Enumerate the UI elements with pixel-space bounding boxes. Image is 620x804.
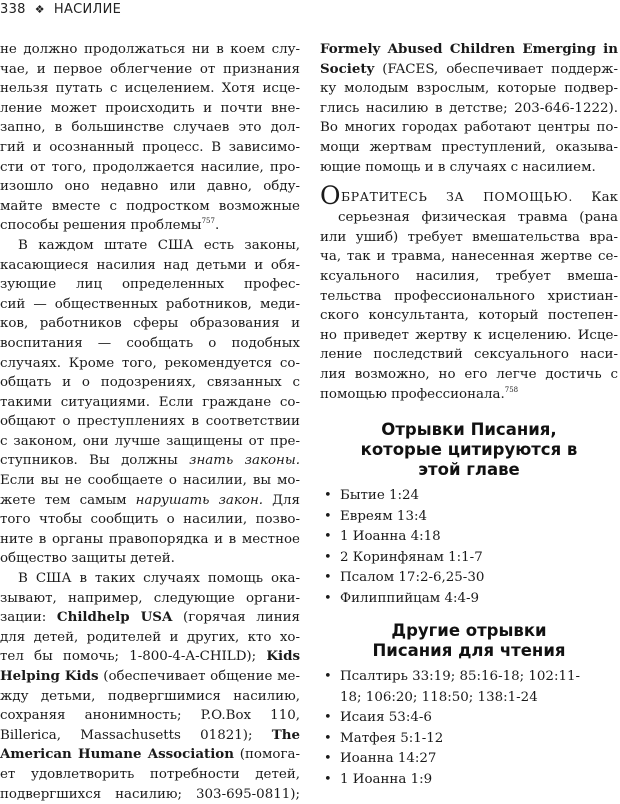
text-line: Billerica, Massachusetts 01821); The: [0, 726, 300, 743]
bullet-icon: •: [324, 570, 332, 586]
text-line: В каждом штате США есть законы,: [18, 237, 300, 253]
text-line: лия возможно, но его легче достичь с: [320, 366, 618, 382]
text-line: ча, так и травма, нанесенная жертве се-: [320, 249, 618, 265]
list-item: • 1 Иоанна 4:18: [320, 527, 618, 548]
bullet-icon: •: [324, 710, 332, 726]
text-line: сохраняя анонимность; P.O.Box 110,: [0, 708, 300, 724]
text-line: воспитания — сообщать о подобных: [0, 335, 300, 351]
bullet-icon: •: [324, 529, 332, 545]
text-line: Helping Kids (обеспечивает общение ме-: [0, 668, 300, 684]
text-line: American Humane Association (помога-: [0, 746, 300, 763]
bullet-icon: •: [324, 508, 332, 524]
text-line: чае, и первое облегчение от признания: [0, 61, 300, 77]
bullet-icon: •: [324, 488, 332, 504]
text-line: жете тем самым нарушать закон. Для: [0, 492, 300, 508]
text-line: запно, в большинстве случаев это дол-: [0, 120, 300, 136]
list-item: • Матфея 5:1-12: [320, 729, 618, 750]
text-line: ните в органы правопорядка и в местное: [0, 531, 300, 547]
bullet-icon: •: [324, 669, 332, 685]
org-name: Formely Abused Children Emerging in: [320, 41, 618, 57]
text-line: Во многих городах работают центры по-: [320, 120, 618, 136]
text-line: способы решения проблемы$^{757}$.: [0, 217, 220, 234]
text-line: сий — общественных работников, меди-: [0, 296, 300, 312]
text-line: для детей, родителей и других, кто хо-: [0, 629, 300, 645]
callout-heading: БРАТИТЕСЬ ЗА ПОМОЩЬЮ.: [341, 189, 573, 205]
text-line: нельзя путать с исцелением. Хотя исце-: [0, 81, 300, 97]
text-line: ков, работников сферы образования и: [0, 316, 300, 332]
text-line: зующие лиц определенных профес-: [0, 277, 300, 293]
org-name: Childhelp USA: [56, 609, 173, 626]
text-line: жду детьми, подвергшимися насилию,: [0, 688, 300, 704]
list-item: • Евреям 13:4: [320, 507, 618, 528]
text-line: того чтобы сообщить о насилии, позво-: [0, 512, 300, 528]
text-line: гий и осознанный процесс. В зависимо-: [0, 139, 300, 155]
list-item: • 2 Коринфянам 1:1-7: [320, 548, 618, 569]
text-line: тельства профессионального христиан-: [320, 288, 618, 304]
text-line: не должно продолжаться ни в коем слу-: [0, 42, 300, 57]
text-line: с законом, они лучше защищены от пре-: [0, 433, 300, 449]
other-scriptures-list: [320, 667, 618, 790]
scriptures-cited-heading: Отрывки Писания, которые цитируются в этой главе: [360, 420, 578, 480]
text-line: зывают, например, следующие органи-: [0, 590, 300, 606]
left-column: [0, 40, 300, 804]
list-item: • Псалтирь 33:19; 85:16-18; 102:11- 18; 106:20; 118:50; 138:1-24: [324, 669, 581, 705]
text-line: такими ситуациями. Если граждане со-: [0, 394, 300, 410]
text-line: общают о преступлениях в соответствии: [0, 414, 300, 430]
text-line: или ушиб) требует вмешательства вра-: [320, 229, 618, 245]
text-line: подвергшихся насилию; 303-695-0811);: [0, 786, 300, 802]
text-line: зации: Childhelp USA (горячая линия: [0, 609, 300, 626]
right-column: [320, 40, 618, 790]
list-item: • Исаия 53:4-6: [320, 708, 618, 729]
text-line: изошло оно недавно или давно, обду-: [0, 179, 300, 195]
callout-paragraph: [320, 183, 618, 404]
emphasis: нарушать закон.: [135, 492, 264, 508]
text-line: общать и о подозрениях, связанных с: [0, 375, 300, 391]
emphasis: знать законы.: [189, 453, 300, 469]
text-line: ет удовлетворить потребности детей,: [0, 766, 300, 782]
text-line: ку молодым взрослым, которые подвер-: [320, 81, 618, 97]
org-name: American Humane Association: [0, 746, 234, 763]
callout-first-line: ОБРАТИТЕСЬ ЗА ПОМОЩЬЮ. Как: [320, 181, 618, 211]
bullet-icon: •: [324, 730, 332, 746]
org-name: Kids: [266, 648, 300, 665]
chapter-title: НАСИЛИЕ: [53, 1, 122, 17]
footnote-marker: 757: [201, 217, 215, 226]
text-line: майте вместе с подростком возможные: [0, 198, 300, 214]
running-header: [0, 0, 121, 18]
text-line: мощи жертвам преступлений, оказыва-: [320, 139, 618, 155]
text-line: касающиеся насилия над детьми и обя-: [0, 257, 300, 273]
text-line: сти от того, продолжается насилие, про-: [0, 159, 300, 175]
text-line: Если вы не сообщаете о насилии, вы мо-: [0, 473, 300, 489]
list-item: • Иоанна 14:27: [320, 749, 618, 770]
text-line: ского консультанта, который постепен-: [320, 308, 618, 324]
list-item: • 1 Иоанна 1:9: [320, 770, 618, 791]
footnote-marker: 758: [504, 385, 519, 394]
list-item: • Бытие 1:24: [320, 486, 618, 507]
text-line: случаях. Кроме того, рекомендуется со-: [0, 355, 300, 371]
text-line: ление может происходить и почти вне-: [0, 100, 300, 116]
text-line: общество защиты детей.: [0, 551, 175, 567]
scriptures-cited-list: [320, 486, 618, 609]
text-line: ступников. Вы должны знать законы.: [0, 453, 300, 469]
text-line: помощью профессионала.$^{758}$: [320, 385, 519, 402]
drop-cap: О: [320, 181, 341, 211]
other-scriptures-heading: Другие отрывки Писания для чтения: [372, 621, 566, 661]
text-line: но приведет жертву к исцелению. Исце-: [320, 327, 618, 343]
bullet-icon: •: [324, 771, 332, 787]
text-line: ксуального насилия, требует вмеша-: [320, 268, 618, 284]
text-line: глись насилию в детстве; 203-646-1222).: [320, 100, 618, 116]
text-line: ющие помощь и в случаях с насилием.: [320, 159, 596, 175]
bullet-icon: •: [324, 590, 332, 606]
text-line: серьезная физическая травма (рана: [338, 210, 618, 226]
org-name: Helping Kids: [0, 668, 99, 684]
bullet-icon: •: [324, 751, 332, 767]
org-name: The: [271, 726, 300, 743]
text-line: [320, 40, 618, 60]
text-line: Society (FACES, обеспечивает поддерж-: [320, 60, 618, 77]
list-item: • Псалом 17:2-6,25-30: [320, 568, 618, 589]
list-item: • Филиппийцам 4:4-9: [320, 589, 618, 610]
page-number: 338: [0, 1, 26, 17]
org-name: Society: [320, 60, 375, 77]
text-line: ление последствий сексуального наси-: [320, 347, 618, 363]
diamond-separator-icon: ❖: [34, 2, 45, 16]
bullet-icon: •: [324, 549, 332, 565]
text-line: В США в таких случаях помощь ока-: [18, 571, 300, 587]
text-line: тел бы помочь; 1-800-4-A-CHILD); Kids: [0, 648, 300, 665]
